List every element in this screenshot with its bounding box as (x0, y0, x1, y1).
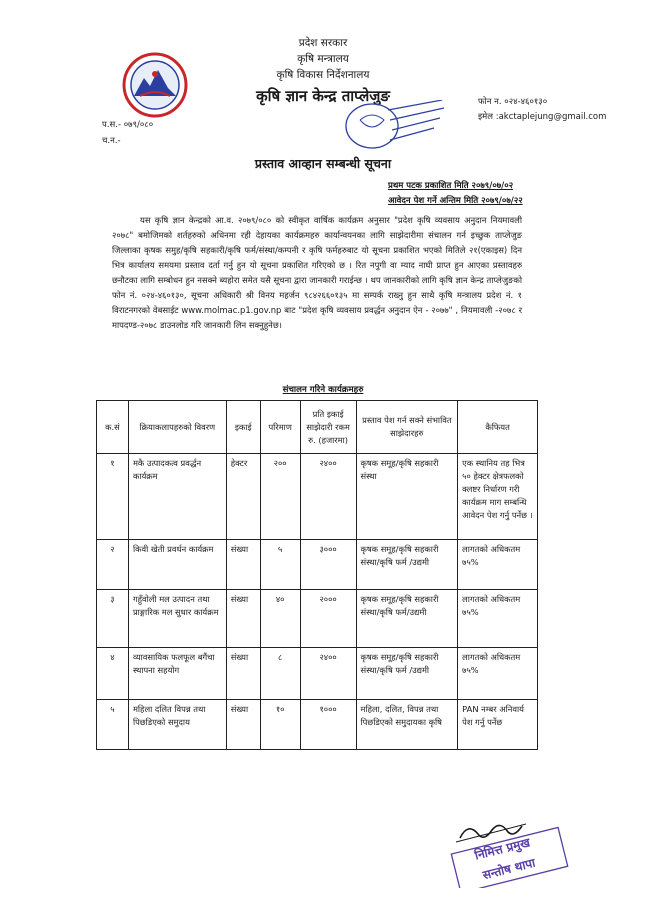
notice-title: प्रस्ताव आव्हान सम्बन्धी सूचना (254, 156, 392, 171)
nepal-emblem-logo (120, 50, 190, 120)
cell-activity: व्यावसायिक फलफूल बगैंचा स्थापना सहयोग (128, 648, 226, 700)
cell-quantity: १० (260, 700, 300, 750)
cell-sn: ५ (97, 700, 129, 750)
cell-unit: संख्या (226, 648, 260, 700)
col-header-activity: क्रियाकलापहरुको विवरण (128, 401, 226, 454)
col-header-amount: प्रति इकाई साझेदारी रकम रु. (हजारमा) (300, 401, 356, 454)
cell-sn: १ (97, 454, 129, 540)
office-phone: फोन न. ०२४-४६०१३० (478, 97, 548, 107)
cell-unit: संख्या (226, 540, 260, 590)
cell-remarks: लागतको अधिकतम ७५% (458, 648, 538, 700)
office-seal-stamp (330, 100, 450, 158)
cell-quantity: ४० (260, 590, 300, 648)
cell-unit: संख्या (226, 590, 260, 648)
cell-amount: १००० (300, 700, 356, 750)
cell-sn: ३ (97, 590, 129, 648)
cell-partners: कृषक समूह/कृषि सहकारी संस्था/कृषि फर्म/उद्यमी (356, 590, 458, 648)
cell-remarks: PAN नम्बर अनिवार्य पेश गर्नु पर्नेछ (458, 700, 538, 750)
stamp-name: सन्तोष थापा (481, 855, 537, 883)
cell-activity: किवी खेती प्रवर्धन कार्यक्रम (128, 540, 226, 590)
stamp-designation: निमित्त प्रमुख (473, 835, 532, 863)
cell-activity: महिला दलित विपन्न तथा पिछडिएको समुदाय (128, 700, 226, 750)
header-govt: प्रदेश सरकार (298, 37, 348, 49)
table-caption: संचालन गरिने कार्यक्रमहरु (282, 385, 364, 395)
dispatch-number: च.न.- (102, 136, 121, 146)
table-row (97, 540, 538, 590)
col-header-remarks: कैफियत (458, 401, 538, 454)
cell-partners: कृषक समूह/कृषि सहकारी संस्था/कृषि फर्म /उद्यमी (356, 648, 458, 700)
notice-paragraph: यस कृषि ज्ञान केन्द्रको आ.व. २०७९/०८० को स्वीकृत वार्षिक कार्यक्रम अनुसार "प्रदेश कृषि व्यवसाय अनुदान नियमावली २०७८" बमोजिमको शर्तहरुको अधिनमा रही देहायका कार्यक्रमहरु कार्यान्वयनका लागि साझेदारीमा संचालन गर्न इच्छुक ताप्लेजुङ जिल्लाका कृषक समुह/कृषि सहकारी/कृषि फर्म/संस्था/कम्पनी र कृषि फर्महरुबाट यो सूचना प्रकाशित भएको मितिले २१(एकाइस) दिन भित्र कार्यालय समयमा प्रस्ताव दर्ता गर्नु हुन यो सूचना प्रकाशित गरिएको छ । रित नपुगी वा म्याद नाघी प्राप्त हुन आएका प्रस्तावहरु छनौटका लागि सम्बोधन हुन नसक्ने ब्यहोरा समेत यसै सूचना द्वारा जानकारी गराईन्छ । थप जानकारीको लागि कृषि ज्ञान केन्द्र ताप्लेजुङको फोन नं. ०२४-४६०१३०, सूचना अधिकारी श्री विनय महर्जन ९८४२६६०१३५ मा सम्पर्क राख्नु हुन साथै कृषि मन्त्रालय प्रदेश नं. १ विराटनगरको वेबसाईट www.molmac.p1.gov.np बाट "प्रदेश कृषि व्यवसाय प्रवर्द्धन अनुदान ऐन - २०७७" , नियमावली -२०७८ र मापदण्ड-२०७८ डाउनलोड गरि जानकारी लिन सक्नुहुनेछ। (112, 215, 522, 330)
cell-sn: ४ (97, 648, 129, 700)
cell-quantity: ५ (260, 540, 300, 590)
cell-unit: हेक्टर (226, 454, 260, 540)
cell-amount: २४०० (300, 648, 356, 700)
header-ministry: कृषि मन्त्रालय (297, 53, 349, 65)
table-header-row (97, 401, 538, 454)
cell-activity: मकै उत्पादकत्व प्रवर्द्धन कार्यक्रम (128, 454, 226, 540)
col-header-quantity: परिमाण (260, 401, 300, 454)
cell-partners: महिला, दलित, विपन्न तथा पिछडिएको समुदायका कृषि (356, 700, 458, 750)
cell-unit: संख्या (226, 700, 260, 750)
cell-amount: ३००० (300, 540, 356, 590)
cell-sn: २ (97, 540, 129, 590)
table-row (97, 454, 538, 540)
cell-amount: २४०० (300, 454, 356, 540)
col-header-sn: क.सं (97, 401, 129, 454)
header-office: कृषि ज्ञान केन्द्र ताप्लेजुङ (256, 87, 390, 105)
cell-activity: गहुँवोली मल उत्पादन तथा प्राङ्गारिक मल सुधार कार्यक्रम (128, 590, 226, 648)
cell-partners: कृषक समूह/कृषि सहकारी संस्था (356, 454, 458, 540)
signature-block (430, 808, 590, 888)
office-email: इमेल :akctaplejung@gmail.com (478, 112, 607, 122)
cell-remarks: लागतको अधिकतम ७५% (458, 540, 538, 590)
cell-remarks: लागतको अधिकतम ७५% (458, 590, 538, 648)
cell-remarks: एक स्थानिय तह भित्र ५० हेक्टर क्षेत्रफलको क्लष्टर निर्धारण गरी कार्यक्रम माग सम्बन्धि आवेदन पेश गर्नु पर्नेछ । (458, 454, 538, 540)
col-header-unit: इकाई (226, 401, 260, 454)
cell-partners: कृषक समूह/कृषि सहकारी संस्था/कृषि फर्म /उद्यमी (356, 540, 458, 590)
application-deadline: आवेदन पेश गर्ने अन्तिम मिति २०७९/०७/२२ (388, 196, 523, 206)
table-row (97, 590, 538, 648)
table-row (97, 700, 538, 750)
cell-amount: २००० (300, 590, 356, 648)
table-row (97, 648, 538, 700)
cell-quantity: ८ (260, 648, 300, 700)
col-header-partners: प्रस्ताव पेश गर्न सक्ने संभावित साझेदारहरु (356, 401, 458, 454)
programs-table (96, 400, 538, 750)
reference-number: प.स.- ०७९/०८० (102, 120, 154, 130)
header-directorate: कृषि विकास निर्देशनालय (276, 69, 370, 81)
first-published-date: प्रथम पटक प्रकाशित मिति २०७९/०७/०२ (388, 181, 514, 191)
cell-quantity: २०० (260, 454, 300, 540)
